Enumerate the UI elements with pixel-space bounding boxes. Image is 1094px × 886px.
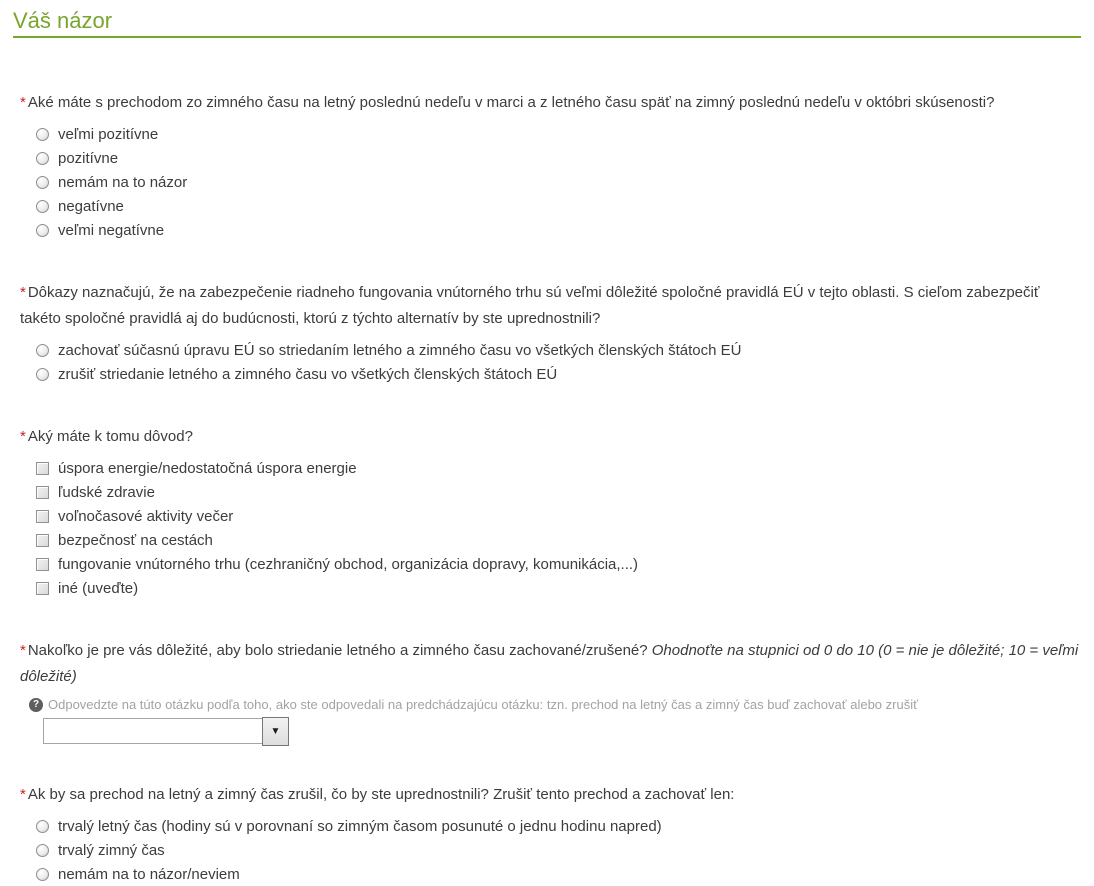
question-alternatives [20,280,1081,386]
checkbox[interactable] [36,510,49,523]
dropdown-button[interactable] [262,717,289,746]
radio-button[interactable] [36,368,49,381]
option-label: negatívne [58,197,124,215]
question-reasons-options [36,456,1081,600]
radio-button[interactable] [36,128,49,141]
question-label: Aké máte s prechodom zo zimného času na letný poslednú nedeľu v marci a z letného času späť na zimný poslednú nedeľu v októbri skúsenosti? [27,94,995,111]
option-label: pozitívne [58,149,119,167]
checkbox[interactable] [36,582,49,595]
question-label: Nakoľko je pre vás dôležité, aby bolo striedanie letného a zimného času zachované/zrušené? [27,642,652,659]
question-label: Dôkazy naznačujú, že na zabezpečenie riadneho fungovania vnútorného trhu sú veľmi dôležité spoločné pravidlá EÚ v tejto oblasti. S cieľom zabezpečiť takéto spoločné pravidlá aj do budúcnosti, ktorú z týchto alternatív by ste uprednostnili? [20,284,1040,327]
option-label: ľudské zdravie [58,483,155,501]
radio-option-velmi-negativne[interactable] [36,218,1081,242]
question-helper [29,697,1081,713]
required-marker: * [20,284,26,301]
select-selected-value [44,719,285,743]
checkbox-option-ine[interactable] [36,576,1081,600]
question-label-italic: Ohodnoťte na stupnici od 0 do 10 (0 = nie je dôležité; 10 = veľmi dôležité) [20,642,1079,685]
checkbox[interactable] [36,486,49,499]
radio-button[interactable] [36,224,49,237]
checkbox[interactable] [36,558,49,571]
required-marker: * [20,94,26,111]
radio-option-neviem[interactable] [36,862,1081,886]
option-label: voľnočasové aktivity večer [58,507,234,525]
option-label: nemám na to názor/neviem [58,865,240,883]
option-label: úspora energie/nedostatočná úspora energie [58,459,357,477]
radio-button[interactable] [36,176,49,189]
question-text [20,90,1081,116]
radio-option-negativne[interactable] [36,194,1081,218]
radio-button[interactable] [36,200,49,213]
option-label: nemám na to názor [58,173,188,191]
option-label: trvalý letný čas (hodiny sú v porovnaní so zimným časom posunuté o jednu hodinu napred) [58,817,662,835]
question-text [20,782,1081,808]
radio-button[interactable] [36,868,49,881]
title-divider [13,36,1081,38]
question-text [20,638,1081,690]
question-alternatives-options [36,338,1081,386]
importance-select-wrap [43,718,1081,744]
radio-button[interactable] [36,844,49,857]
checkbox-option-bezpecnost[interactable] [36,528,1081,552]
required-marker: * [20,428,26,445]
radio-option-trvaly-letny[interactable] [36,814,1081,838]
question-experience [20,90,1081,242]
option-label: bezpečnosť na cestách [58,531,213,549]
page-title: Váš názor [13,8,113,33]
radio-button[interactable] [36,344,49,357]
question-reasons [20,424,1081,600]
radio-option-zachovat[interactable] [36,338,1081,362]
radio-option-pozitivne[interactable] [36,146,1081,170]
question-importance-scale [20,638,1081,744]
importance-select[interactable] [43,718,286,744]
radio-button[interactable] [36,152,49,165]
option-label: fungovanie vnútorného trhu (cezhraničný obchod, organizácia dopravy, komunikácia,...) [58,555,639,573]
checkbox-option-vnutorny-trh[interactable] [36,552,1081,576]
helper-text: Odpovedzte na túto otázku podľa toho, ako ste odpovedali na predchádzajúcu otázku: tzn. prechod na letný čas a zimný čas buď zachovať alebo zrušiť [48,697,918,712]
required-marker: * [20,786,26,803]
option-label: trvalý zimný čas [58,841,165,859]
question-text [20,280,1081,332]
checkbox[interactable] [36,534,49,547]
checkbox-option-ludske-zdravie[interactable] [36,480,1081,504]
checkbox-option-volnocasove-aktivity[interactable] [36,504,1081,528]
checkbox[interactable] [36,462,49,475]
option-label: iné (uveďte) [58,579,139,597]
question-experience-options [36,122,1081,242]
question-label: Aký máte k tomu dôvod? [27,428,193,445]
radio-option-trvaly-zimny[interactable] [36,838,1081,862]
checkbox-option-uspora-energie[interactable] [36,456,1081,480]
question-preference-options [36,814,1081,886]
question-text [20,424,1081,450]
required-marker: * [20,642,26,659]
question-preference [20,782,1081,886]
option-label: veľmi negatívne [58,221,165,239]
option-label: zrušiť striedanie letného a zimného času vo všetkých členských štátoch EÚ [58,365,558,383]
radio-option-velmi-pozitivne[interactable] [36,122,1081,146]
option-label: zachovať súčasnú úpravu EÚ so striedaním letného a zimného času vo všetkých členských štátoch EÚ [58,341,742,359]
help-icon: ? [29,698,43,712]
chevron-down-icon: ▼ [270,726,281,737]
radio-option-nemam-nazor[interactable] [36,170,1081,194]
question-label: Ak by sa prechod na letný a zimný čas zrušil, čo by ste uprednostnili? Zrušiť tento prechod a zachovať len: [27,786,735,803]
radio-button[interactable] [36,820,49,833]
radio-option-zrusit[interactable] [36,362,1081,386]
option-label: veľmi pozitívne [58,125,159,143]
